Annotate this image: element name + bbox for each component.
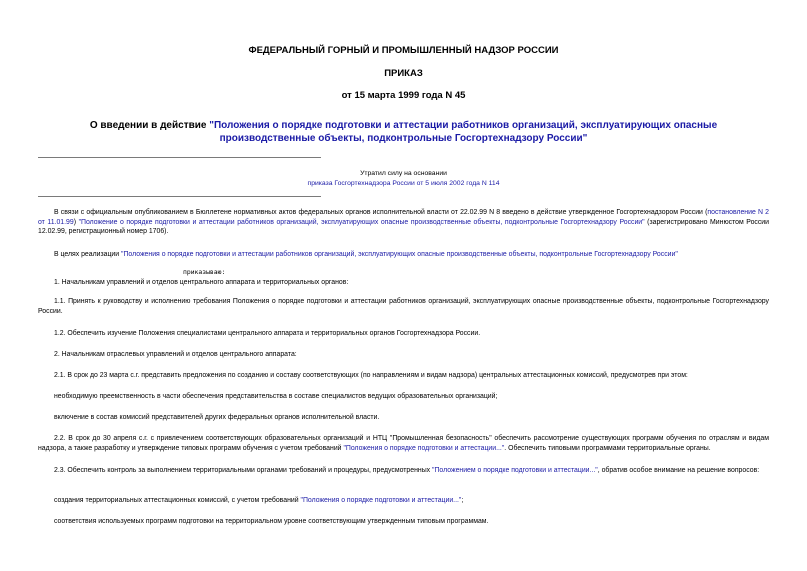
repeal-note [290,169,517,189]
item-1: 1. Начальникам управлений и отделов центрального аппарата и территориальных органов: [54,279,349,286]
item-2-1: 2.1. В срок до 23 марта с.г. представить предложения по созданию и составу соответствующих (по направлениям и видам надзора) центральных аттестационных комиссий, предусмотрев при этом: [54,372,688,379]
repeal-order-link[interactable]: приказа Госгортехнадзора России от 5 июля 2002 года N 114 [307,180,500,187]
item-2: 2. Начальникам отраслевых управлений и отделов центрального аппарата: [54,351,297,358]
item-2-2-regulation-link[interactable]: "Положения о порядке подготовки и аттестации..." [343,444,505,452]
item-2-2-text: 2.2. В срок до 30 апреля с.г. с привлечением соответствующих образовательных организаций и НТЦ "Промышленная безопасность" обеспечить рассмотрение существующих программ обучения по отраслям и видам надзора, а также разработку и утверждение типовых программ обучения с учетом требований [38,435,769,452]
paragraph-purpose [38,250,769,260]
item-2-3 [38,466,769,476]
intro-text-3: (зарегистрировано Минюстом России 12.02.99, регистрационный номер 1706). [38,218,769,236]
paragraph-intro [38,208,769,237]
resolution-link[interactable]: постановление N 2 от 11.01.99 [38,209,769,226]
purpose-regulation-link[interactable]: "Положения о порядке подготовки и аттестации работников организаций, эксплуатирующих опасные производственные объекты, подконтрольные Госгортехнадзору России" [121,251,678,258]
item-1-1: 1.1. Принять к руководству и исполнению требования Положения о порядке подготовки и аттестации работников организаций, эксплуатирующих опасные производственные объекты, подконтрольные Госгортехнадзору России. [38,298,769,315]
repeal-note-text: Утратил силу на основании [360,170,447,177]
order-title [50,120,757,145]
order-word: приказываю: [183,268,226,276]
sub-item-representatives: включение в состав комиссий представителей других федеральных органов исполнительной власти. [54,414,380,421]
doc-type-heading: ПРИКАЗ [384,68,423,79]
item-2-3-text: 2.3. Обеспечить контроль за выполнением территориальными органами требований и процедуры, предусмотренных [54,467,433,474]
sub-item-continuity: необходимую преемственность в части обеспечения представительства в составе специалистов ведущих образовательных организаций; [54,393,498,400]
item-2-2-text-2: . Обеспечить типовыми программами территориальные органы. [504,444,711,452]
item-2-3-text-2: , обратив особое внимание на решение вопросов: [597,467,760,474]
purpose-text: В целях реализации [54,251,122,258]
intro-text: В связи с официальным опубликованием в Бюллетене нормативных актов федеральных органов исполнительной власти от 22.02.99 N 8 введено в действие утвержденное Госгортехнадзором России ( [54,209,708,216]
sub-item-commissions [38,496,769,506]
sub-commissions-regulation-link[interactable]: "Положения о порядке подготовки и аттестации..." [300,497,462,504]
sub-item-programs: соответствия используемых программ подготовки на территориальном уровне соответствующим утвержденным типовым программам. [54,518,489,525]
divider-top [38,157,321,158]
sub-commissions-text: создания территориальных аттестационных комиссий, с учетом требований [54,497,301,504]
title-regulation-link[interactable]: "Положения о порядке подготовки и аттестации работников организаций, эксплуатирующих опасные производственные объекты, подконтрольные Госгортехнадзору России" [209,120,718,144]
item-2-3-regulation-link[interactable]: "Положением о порядке подготовки и аттестации..." [432,467,598,474]
intro-text-2: ) [73,218,79,226]
order-date: от 15 марта 1999 года N 45 [341,90,466,101]
title-prefix: О введении в действие [89,120,210,131]
divider-bottom [38,196,321,197]
item-2-2 [38,434,769,453]
item-1-2: 1.2. Обеспечить изучение Положения специалистами центрального аппарата и территориальных органов Госгортехнадзора России. [54,330,481,337]
agency-heading: ФЕДЕРАЛЬНЫЙ ГОРНЫЙ И ПРОМЫШЛЕННЫЙ НАДЗОР РОССИИ [248,45,559,56]
sub-commissions-text-2: ; [461,497,464,504]
regulation-link[interactable]: "Положение о порядке подготовки и аттестации работников организаций, эксплуатирующих опасные производственные объекты, подконтрольные Госгортехнадзору России" [78,218,645,226]
